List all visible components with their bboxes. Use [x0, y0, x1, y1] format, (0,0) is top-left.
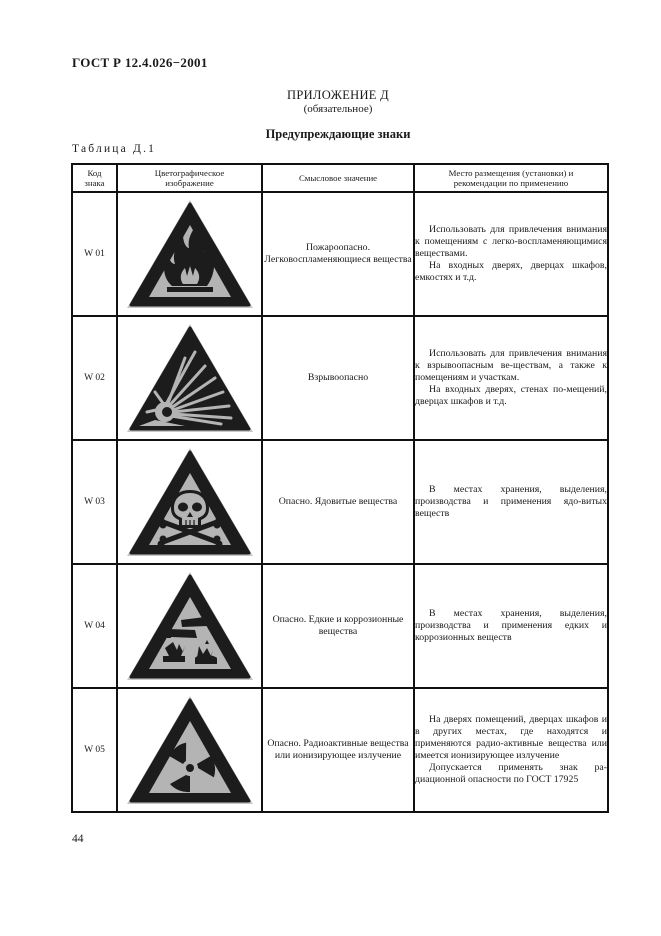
column-header-code: Код знака	[72, 164, 117, 192]
column-header-placement: Место размещения (установки) и рекомендации по применению	[414, 164, 608, 192]
section-title: Предупреждающие знаки	[265, 127, 411, 141]
placement-paragraph: На дверях помещений, дверцах шкафов и в других местах, где находятся и применяются радио-активные вещества или имеется ионизирующее излучение	[415, 714, 607, 761]
sign-code: W 04	[72, 564, 117, 688]
table-row	[72, 440, 608, 564]
page-number: 44	[72, 833, 84, 845]
placement-paragraph: На входных дверях, дверцах шкафов, емкостях и т.д.	[415, 260, 607, 283]
table-row	[72, 192, 608, 316]
sign-code: W 01	[72, 192, 117, 316]
appendix-subtitle: (обязательное)	[303, 103, 373, 115]
sign-code: W 02	[72, 316, 117, 440]
sign-image-cell	[117, 316, 262, 440]
sign-placement	[414, 192, 608, 316]
column-header-image: Цветографическое изображение	[117, 164, 262, 192]
sign-meaning: Взрывоопасно	[262, 316, 414, 440]
placement-paragraph: Использовать для привлечения внимания к взрывоопасным ве-ществам, а также к помещениям и участкам.	[415, 348, 607, 383]
table-label: Таблица Д.1	[72, 143, 157, 155]
table-row	[72, 688, 608, 812]
flammable-icon	[125, 198, 255, 310]
sign-meaning: Опасно. Едкие и коррозионные вещества	[262, 564, 414, 688]
sign-meaning: Пожароопасно. Легковоспламеняющиеся вещества	[262, 192, 414, 316]
sign-image-cell	[117, 192, 262, 316]
sign-image-cell	[117, 440, 262, 564]
sign-code: W 03	[72, 440, 117, 564]
corrosive-icon	[125, 570, 255, 682]
sign-placement	[414, 440, 608, 564]
sign-meaning: Опасно. Ядовитые вещества	[262, 440, 414, 564]
sign-meaning: Опасно. Радиоактивные вещества или ионизирующее излучение	[262, 688, 414, 812]
placement-paragraph: Использовать для привлечения внимания к помещениям с легко-воспламеняющимися веществами.	[415, 224, 607, 259]
placement-paragraph: Допускается применять знак ра-диационной опасности по ГОСТ 17925	[415, 762, 607, 785]
sign-image-cell	[117, 564, 262, 688]
toxic-skull-icon	[125, 446, 255, 558]
sign-placement	[414, 688, 608, 812]
table-header-row	[72, 164, 608, 192]
radiation-icon	[125, 694, 255, 806]
placement-paragraph: В местах хранения, выделения, производства и применения едких и коррозионных веществ	[415, 608, 607, 643]
document-header: ГОСТ Р 12.4.026−2001	[72, 55, 208, 70]
warning-signs-table	[71, 163, 609, 813]
explosive-icon	[125, 322, 255, 434]
sign-placement	[414, 316, 608, 440]
placement-paragraph: На входных дверях, стенах по-мещений, дверцах шкафов и т.д.	[415, 384, 607, 407]
column-header-meaning: Смысловое значение	[262, 164, 414, 192]
placement-paragraph: В местах хранения, выделения, производства и применения ядо-витых веществ	[415, 484, 607, 519]
sign-image-cell	[117, 688, 262, 812]
table-row	[72, 564, 608, 688]
sign-placement	[414, 564, 608, 688]
sign-code: W 05	[72, 688, 117, 812]
appendix-title: ПРИЛОЖЕНИЕ Д	[287, 88, 389, 102]
table-row	[72, 316, 608, 440]
